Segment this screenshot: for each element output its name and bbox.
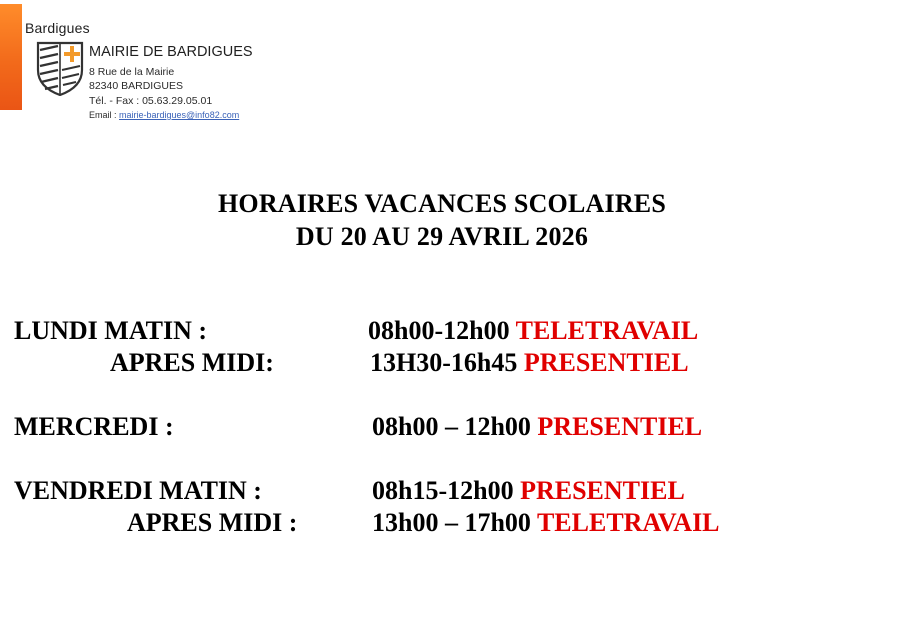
title-line-2: DU 20 AU 29 AVRIL 2026 bbox=[295, 222, 589, 251]
email-line bbox=[89, 110, 239, 120]
work-mode: TELETRAVAIL bbox=[536, 508, 720, 537]
email-label: Email : bbox=[89, 110, 120, 120]
monday-afternoon-hours bbox=[370, 348, 689, 378]
brand-name: Bardigues bbox=[25, 20, 90, 36]
address-city: 82340 BARDIGUES bbox=[89, 80, 183, 92]
friday-morning-label: VENDREDI MATIN : bbox=[14, 476, 262, 505]
monday-afternoon-label: APRES MIDI: bbox=[110, 348, 274, 377]
monday-morning-hours bbox=[368, 316, 698, 346]
wednesday-label: MERCREDI : bbox=[14, 412, 174, 441]
hours: 08h15-12h00 bbox=[372, 476, 514, 505]
monday-morning-label: LUNDI MATIN : bbox=[14, 316, 208, 345]
work-mode: PRESENTIEL bbox=[520, 476, 685, 505]
work-mode: PRESENTIEL bbox=[523, 348, 689, 377]
address-street: 8 Rue de la Mairie bbox=[89, 66, 175, 78]
work-mode: PRESENTIEL bbox=[537, 412, 703, 441]
work-mode: TELETRAVAIL bbox=[515, 316, 699, 345]
wednesday-hours bbox=[372, 412, 702, 442]
friday-afternoon-label: APRES MIDI : bbox=[127, 508, 298, 537]
orange-accent-bar bbox=[0, 4, 22, 110]
hours: 08h00 – 12h00 bbox=[372, 412, 531, 441]
hours: 13H30-16h45 bbox=[370, 348, 518, 377]
phone-fax: Tél. - Fax : 05.63.29.05.01 bbox=[89, 95, 213, 107]
title-line-1: HORAIRES VACANCES SCOLAIRES bbox=[217, 189, 666, 218]
coat-of-arms-icon bbox=[35, 40, 85, 96]
friday-morning-hours bbox=[372, 476, 685, 506]
friday-afternoon-hours bbox=[372, 508, 720, 538]
email-link[interactable]: mairie-bardigues@info82.com bbox=[119, 110, 240, 120]
mairie-name: MAIRIE DE BARDIGUES bbox=[89, 44, 253, 60]
hours: 08h00-12h00 bbox=[368, 316, 510, 345]
hours: 13h00 – 17h00 bbox=[372, 508, 531, 537]
